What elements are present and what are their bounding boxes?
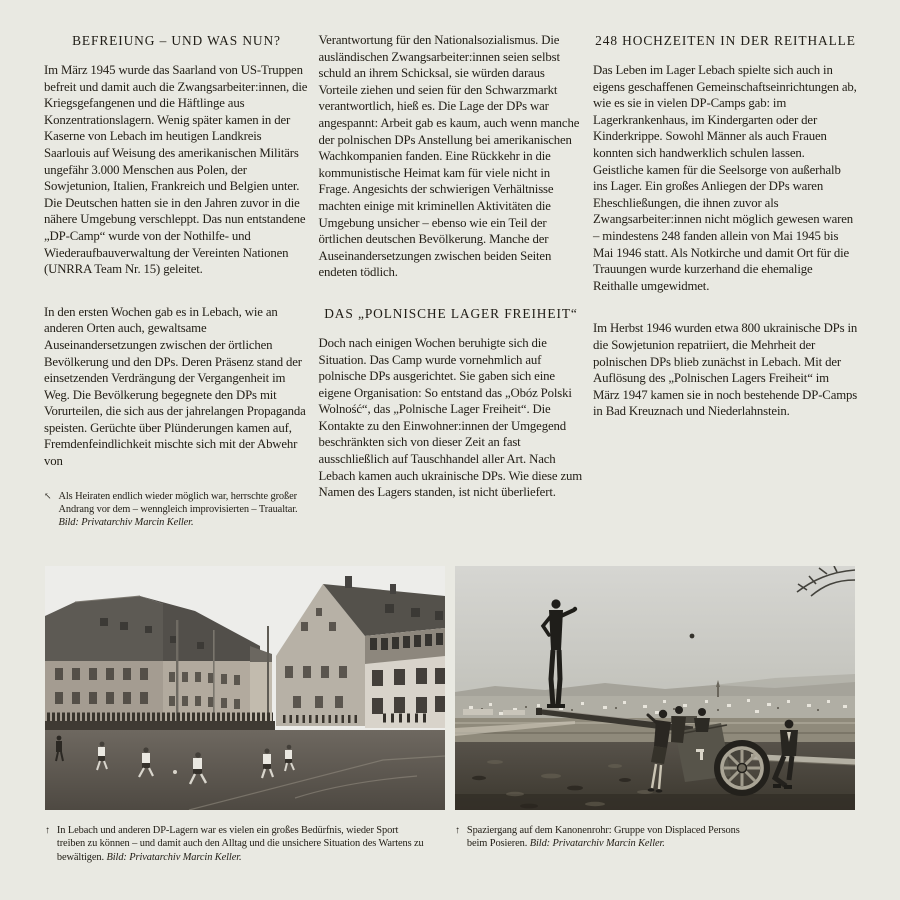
footnote-body [58,490,309,530]
caption-right [455,824,855,851]
heading-polnisches-lager: DAS „POLNISCHE LAGER FREIHEIT“ [324,305,578,321]
article-columns [44,32,858,530]
col2-paragraph-1: Verantwortung für den Nationalsozialismus. Die ausländischen Zwangsarbeiter:innen seien selbst schuld an ihrem Schicksal, sie würden daraus Vorteile ziehen und seien für den Schwarzmarkt verantwortlich, hieß es. Die Lage der DPs war angespannt: Arbeit gab es kaum, auch wenn manche der polnischen DPs Anstellung bei amerikanischen Wachkompanien fanden. Eine Rückkehr in die kommunistische Heimat kam für viele nicht in Frage. Angesichts der schwierigen Verhältnisse machten einige mit kriminellen Aktivitäten die Umgebung unsicher – ebenso wie ein Teil der örtlichen deutschen Bevölkerung. Manche der Auseinandersetzungen zwischen beiden Seiten endeten tödlich. [318,33,580,280]
heading-hochzeiten: 248 HOCHZEITEN IN DER REITHALLE [595,33,856,48]
col2-paragraph-2: Doch nach einigen Wochen beruhigte sich die Situation. Das Camp wurde vornehmlich auf polnische DPs ausgerichtet. Sie gaben sich eine eigene Organisation: So entstand das „Obóz Polski Wolność“, das „Polnische Lager Freiheit“. Die Kontakte zu den Einwohner:innen der Umgegend beschränkten sich von dieser Zeit an fast ausschließlich auf Tauschhandel aller Art. Nach Lebach kamen auch ukrainische DPs. Wie diese zum Namen des Lagers standen, ist nicht überliefert. [318,335,583,500]
arrow-up-icon: ↑ [45,825,50,836]
caption-right-body [467,824,757,851]
caption-left [45,824,445,864]
wheel [717,743,767,793]
caption-left-text: In Lebach und anderen DP-Lagern war es vielen ein großes Bedürfnis, wieder Sport treiben zu können – und damit auch den Alltag und die unsichere Situation des Wartens zu bewältigen. [56,825,424,863]
heading-befreiung: BEFREIUNG – UND WAS NUN? [72,33,281,48]
football-match-image [45,566,445,810]
photo-footnote [44,490,309,530]
photo-cannon-group [455,566,855,851]
photo-football-match [45,566,445,864]
col1-paragraph-1: Im März 1945 wurde das Saarland von US-Truppen befreit und damit auch die Zwangsarbeiter:innen, die Kriegsgefangenen und die Häftlinge aus Konzentrationslagern. Wenig später kamen in der Kaserne von Lebach im heutigen Landkreis Saarlouis auf Weisung des amerikanischen Militärs ungefähr 3.000 Menschen aus Polen, der Sowjetunion, Italien, Frankreich und Belgien unter. Die Deutschen hatten sie in den Jahren zuvor in die nähere Umgebung verschleppt. Das nun entstandene „DP-Camp“ wurde von der Nothilfe- und Wiederaufbauverwaltung der Vereinten Nationen (UNRRA Team Nr. 15) geleitet. [44,63,308,277]
col3-paragraph-2: Im Herbst 1946 wurden etwa 800 ukrainische DPs in die Sowjetunion repatriiert, die Mehrheit der polnischen DPs blieb zunächst in Lebach. Mit der Auflösung des „Polnischen Lagers Freiheit“ im März 1947 kamen sie in noch bestehende DP-Camps in Bad Kreuznach und Niederlahnstein. [593,321,858,419]
column-2 [319,32,584,530]
arrow-up-icon: ↑ [455,825,460,836]
footnote-credit: Bild: Privatarchiv Marcin Keller. [58,517,194,529]
column-3 [593,32,858,530]
caption-left-body [57,824,429,864]
footnote-text: Als Heiraten endlich wieder möglich war, herrschte großer Andrang vor dem – wenngleich improvisierten – Traualtar. [58,490,298,516]
caption-left-credit: Bild: Privatarchiv Marcin Keller. [106,851,242,863]
arrow-up-left-icon: ↖ [44,490,52,501]
col1-paragraph-2: In den ersten Wochen gab es in Lebach, wie an anderen Orten auch, gewaltsame Auseinandersetzungen zwischen der örtlichen Bevölkerung und den DPs. Deren Präsenz stand der einsetzenden Verdrängung der Vergangenheit im Weg. Die Bevölkerung begegnete den DPs mit Vorurteilen, die sich aus der jahrelangen Propaganda speisten. Gerüchte über Plünderungen kamen auf, Fremdenfeindlichkeit mischte sich mit der Abwehr von [44,304,306,469]
col3-paragraph-1: Das Leben im Lager Lebach spielte sich auch in eigens geschaffenen Gemeinschaftseinrichtungen ab, wie es sie in vielen DP-Camps gab: im Lagerkrankenhaus, im Kindergarten oder der Kinderkrippe. Sowohl Männer als auch Frauen konnten sich handwerklich schulen lassen. Geistliche kamen für die Seelsorge von außerhalb ins Lager. Ein großes Anliegen der DPs waren Eheschließungen, die ihnen zuvor als Zwangsarbeiter:innen nicht möglich gewesen waren – mindestens 248 fanden allein von Mai 1945 bis Mai 1946 statt. Als Notkirche und damit Ort für die Trauungen wurde kurzerhand die ehemalige Reithalle umgewidmet. [593,63,857,293]
caption-right-credit: Bild: Privatarchiv Marcin Keller. [529,838,665,850]
column-1 [44,32,309,530]
cannon-group-image [455,566,855,810]
caption-right-text: Spaziergang auf dem Kanonenrohr: Gruppe von Displaced Persons beim Posieren. [466,825,740,850]
